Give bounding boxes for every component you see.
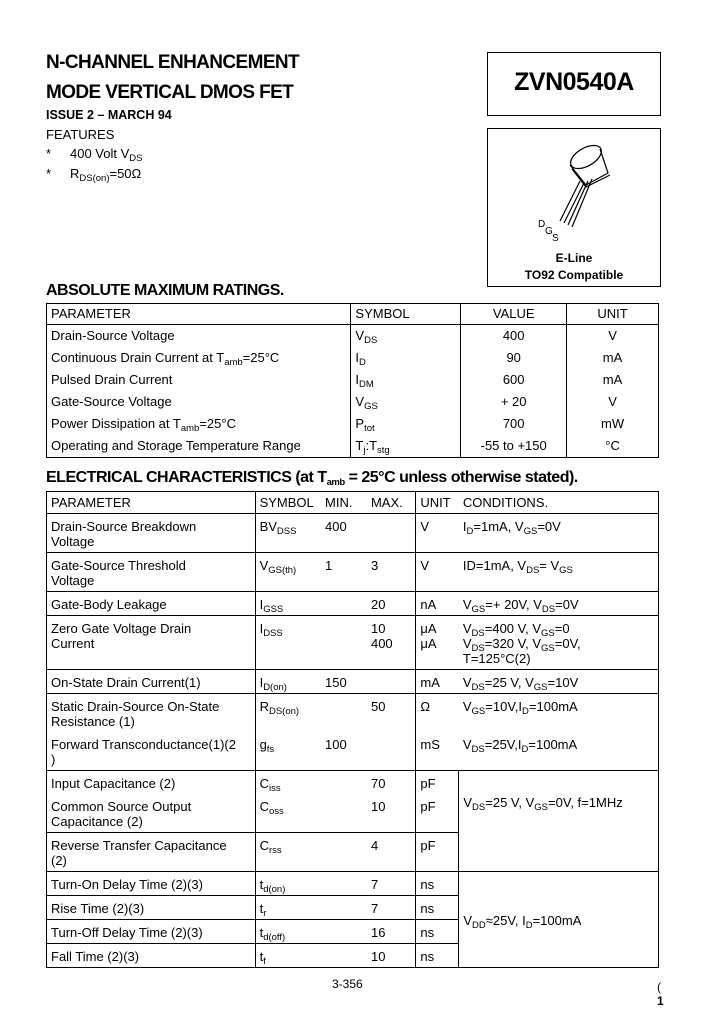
symbol: $V_{DS}$ xyxy=(351,325,461,348)
value: + 20 xyxy=(461,391,567,413)
symbol: $t_{d(off)}$ xyxy=(255,920,321,944)
value: 90 xyxy=(461,347,567,369)
symbol: $t_f$ xyxy=(255,944,321,968)
symbol: $I_{DM}$ xyxy=(351,369,461,391)
max: 10 400 xyxy=(367,616,416,670)
conditions xyxy=(459,833,659,872)
col-max: MAX. xyxy=(367,492,416,514)
table-row xyxy=(47,872,659,896)
min xyxy=(321,694,367,733)
min xyxy=(321,771,367,795)
col-unit: UNIT xyxy=(416,492,459,514)
table-row xyxy=(47,833,659,872)
min xyxy=(321,920,367,944)
max: 7 xyxy=(367,872,416,896)
symbol: $C_{iss}$ xyxy=(255,771,321,795)
features-heading: FEATURES xyxy=(46,127,115,142)
unit: ns xyxy=(416,920,459,944)
unit: pF xyxy=(416,771,459,795)
max: 70 xyxy=(370,776,386,791)
unit: nA xyxy=(416,592,459,616)
symbol: $T_j:T_{stg}$ xyxy=(351,435,461,458)
page-number: 3-356 xyxy=(332,977,363,991)
min xyxy=(321,592,367,616)
parameter: Operating and Storage Temperature Range xyxy=(47,435,351,458)
corner-mark-top: ( xyxy=(657,980,661,994)
table-row xyxy=(47,670,659,694)
unit: mA xyxy=(416,670,459,694)
min xyxy=(321,794,367,833)
unit: ns xyxy=(416,944,459,968)
min: 1 xyxy=(321,553,367,592)
max: 3 xyxy=(367,553,416,592)
package-box xyxy=(487,128,661,287)
col-conditions: CONDITIONS. xyxy=(459,492,659,514)
min xyxy=(321,944,367,968)
title-line-1: N-CHANNEL ENHANCEMENT xyxy=(46,52,300,73)
parameter: Drain-Source Breakdown Voltage xyxy=(47,514,256,553)
unit: V xyxy=(567,325,659,348)
table-row xyxy=(47,435,659,458)
symbol: $g_{fs}$ xyxy=(255,732,321,771)
symbol: $BV_{DSS}$ xyxy=(255,514,321,553)
unit: pF xyxy=(416,794,459,833)
max xyxy=(367,514,416,553)
col-value: VALUE xyxy=(461,304,567,325)
value: 400 xyxy=(461,325,567,348)
max: 16 xyxy=(367,920,416,944)
unit: Ω xyxy=(416,694,459,733)
symbol: $I_{D(on)}$ xyxy=(255,670,321,694)
part-number: ZVN0540A xyxy=(514,68,634,96)
max: 50 xyxy=(370,699,386,714)
min xyxy=(321,872,367,896)
max: 10 xyxy=(367,944,416,968)
table-row xyxy=(47,413,659,435)
table-row xyxy=(47,325,659,348)
min: 400 xyxy=(321,514,367,553)
issue-date: ISSUE 2 – MARCH 94 xyxy=(46,108,172,122)
symbol: $I_{DSS}$ xyxy=(255,616,321,670)
max: 7 xyxy=(367,896,416,920)
parameter: Fall Time (2)(3) xyxy=(47,944,256,968)
col-min: MIN. xyxy=(321,492,367,514)
symbol: $I_{GSS}$ xyxy=(255,592,321,616)
symbol: $t_{d(on)}$ xyxy=(255,872,321,896)
col-parameter: PARAMETER xyxy=(47,492,256,514)
pin-d-label: D xyxy=(538,219,546,230)
value: 700 xyxy=(461,413,567,435)
package-caption-2: TO92 Compatible xyxy=(524,268,624,282)
conditions: $V_{DS}=400$ V, $V_{GS}=0$ $V_{DS}=320$ V, $V_{GS}=0V$, T=125°C(2) xyxy=(459,616,659,670)
parameter: Drain-Source Voltage xyxy=(47,325,351,348)
parameter: Gate-Source Threshold Voltage xyxy=(47,553,256,592)
unit: mW xyxy=(567,413,659,435)
unit: V xyxy=(416,514,459,553)
symbol: $t_r$ xyxy=(255,896,321,920)
parameter: Turn-On Delay Time (2)(3) xyxy=(47,872,256,896)
min: 100 xyxy=(321,732,367,771)
conditions: $V_{GS}=+ 20V$, $V_{DS}=0V$ xyxy=(459,592,659,616)
symbol: $C_{rss}$ xyxy=(255,833,321,872)
conditions: ID=1mA, $V_{DS}= V_{GS}$ xyxy=(459,553,659,592)
parameter: Forward Transconductance(1)(2 ) xyxy=(47,732,256,771)
conditions: $V_{DS}=25V,I_D=100mA$ xyxy=(459,732,659,771)
parameter: Common Source Output Capacitance (2) xyxy=(47,794,256,833)
unit: mA xyxy=(567,369,659,391)
unit: mS xyxy=(416,732,459,771)
symbol: $V_{GS(th)}$ xyxy=(255,553,321,592)
parameter: Zero Gate Voltage Drain Current xyxy=(47,616,256,670)
title-line-2: MODE VERTICAL DMOS FET xyxy=(46,82,294,103)
conditions: $I_D=1mA$, $V_{GS}=0V$ xyxy=(459,514,659,553)
min xyxy=(321,833,367,872)
abs-max-header-row xyxy=(47,304,659,325)
table-row xyxy=(47,553,659,592)
to92-package-drawing xyxy=(488,129,660,239)
unit: V xyxy=(567,391,659,413)
table-row xyxy=(47,771,659,795)
feature-bullet-2: * xyxy=(46,166,52,181)
unit: ns xyxy=(416,872,459,896)
parameter: Gate-Source Voltage xyxy=(47,391,351,413)
table-row xyxy=(47,369,659,391)
conditions: $V_{DS}=25$ V, $V_{GS}=10V$ xyxy=(459,670,659,694)
unit: °C xyxy=(567,435,659,458)
min xyxy=(321,616,367,670)
table-row xyxy=(47,592,659,616)
max: 10 xyxy=(367,794,416,833)
electrical-table xyxy=(46,491,659,968)
unit: ns xyxy=(416,896,459,920)
corner-mark-bottom: 1 xyxy=(657,994,664,1008)
symbol: $R_{DS(on)}$ xyxy=(255,694,321,733)
max: 4 xyxy=(367,833,416,872)
parameter: Static Drain-Source On-State Resistance (1) xyxy=(47,694,256,733)
conditions: $V_{GS}=10V,I_D=100mA$ xyxy=(459,694,659,733)
max: 20 xyxy=(367,592,416,616)
col-parameter: PARAMETER xyxy=(47,304,351,325)
table-row xyxy=(47,694,659,733)
feature-bullet-1: * xyxy=(46,146,52,161)
symbol: $I_D$ xyxy=(351,347,461,369)
unit: mA xyxy=(567,347,659,369)
table-row xyxy=(47,514,659,553)
part-number-box xyxy=(487,52,661,116)
switching-conditions: $V_{DD}\approx 25V$, $I_D=100mA$ xyxy=(459,872,659,968)
symbol: $V_{GS}$ xyxy=(351,391,461,413)
table-row xyxy=(47,732,659,771)
symbol: $P_{tot}$ xyxy=(351,413,461,435)
pin-s-label: S xyxy=(552,233,559,244)
capacitance-conditions: $V_{DS}=25$ V, $V_{GS}=0V$, f=1MHz xyxy=(459,771,659,833)
parameter: Continuous Drain Current at $T_{amb}=25^\circ C$ xyxy=(47,347,351,369)
electrical-header-row xyxy=(47,492,659,514)
parameter: Reverse Transfer Capacitance (2) xyxy=(47,833,256,872)
feature-1: 400 Volt $V_{DS}$ xyxy=(70,146,143,164)
parameter: Power Dissipation at $T_{amb}=25^\circ C$ xyxy=(47,413,351,435)
unit: pF xyxy=(416,833,459,872)
parameter: Turn-Off Delay Time (2)(3) xyxy=(47,920,256,944)
package-caption-1: E-Line xyxy=(555,251,593,265)
unit: μA μA xyxy=(416,616,459,670)
min xyxy=(321,896,367,920)
unit: V xyxy=(416,553,459,592)
col-unit: UNIT xyxy=(567,304,659,325)
parameter: Pulsed Drain Current xyxy=(47,369,351,391)
symbol: $C_{oss}$ xyxy=(255,794,321,833)
parameter: Rise Time (2)(3) xyxy=(47,896,256,920)
col-symbol: SYMBOL xyxy=(255,492,321,514)
parameter: On-State Drain Current(1) xyxy=(47,670,256,694)
table-row xyxy=(47,616,659,670)
table-row xyxy=(47,391,659,413)
table-row xyxy=(47,347,659,369)
max xyxy=(367,670,416,694)
electrical-heading: ELECTRICAL CHARACTERISTICS (at $T_{amb} = 25^\circ C$ unless otherwise stated). xyxy=(46,469,578,488)
max xyxy=(367,732,416,771)
value: 600 xyxy=(461,369,567,391)
parameter: Input Capacitance (2) xyxy=(47,771,256,795)
abs-max-table xyxy=(46,303,659,458)
min: 150 xyxy=(321,670,367,694)
parameter: Gate-Body Leakage xyxy=(47,592,256,616)
value: -55 to +150 xyxy=(461,435,567,458)
abs-max-heading: ABSOLUTE MAXIMUM RATINGS. xyxy=(46,282,284,299)
col-symbol: SYMBOL xyxy=(351,304,461,325)
pin-g-label: G xyxy=(545,226,553,237)
feature-2: $R_{DS(on)}=50\Omega$ xyxy=(70,166,142,184)
